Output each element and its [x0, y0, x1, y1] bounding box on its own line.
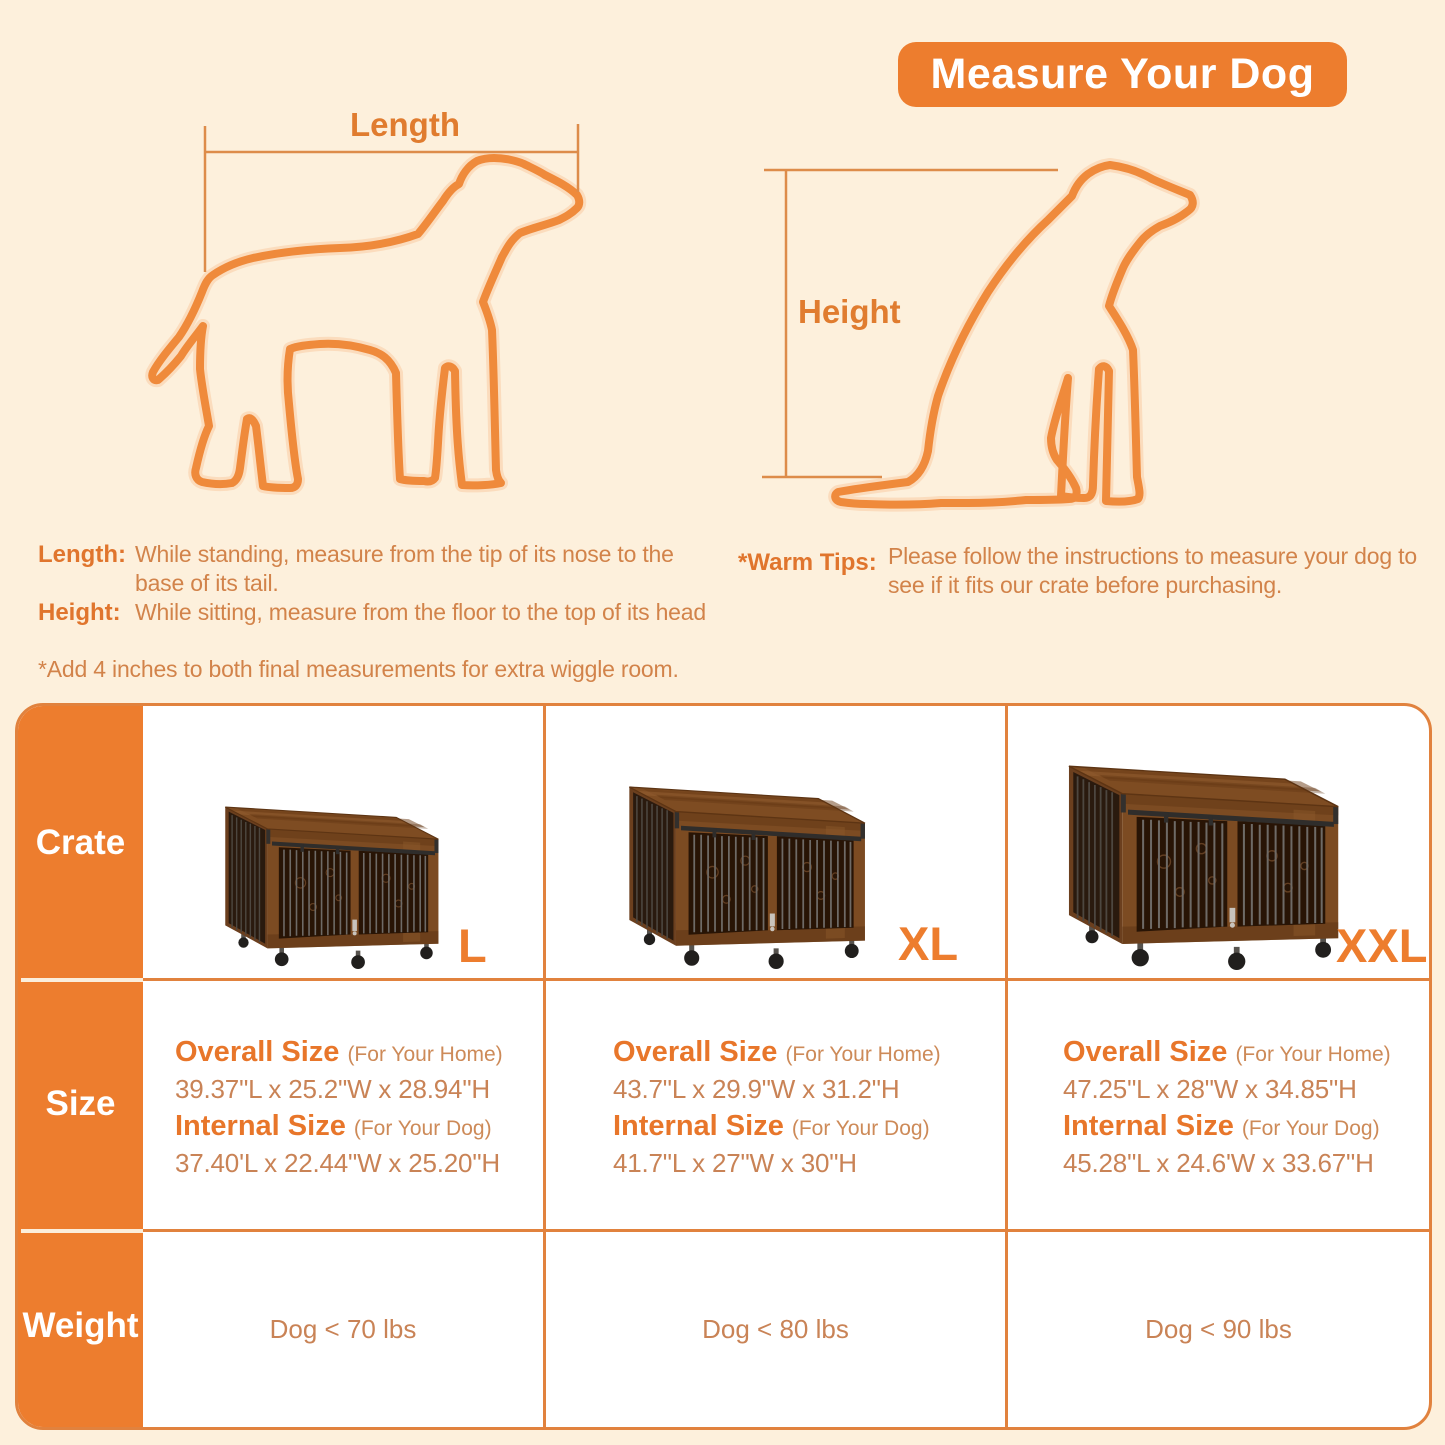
height-instruction-text: While sitting, measure from the floor to the top of its head — [135, 599, 706, 625]
row-divider — [143, 978, 1429, 981]
warm-tips-label: *Warm Tips: — [738, 549, 877, 576]
internal-size-heading: Internal Size — [175, 1110, 346, 1142]
overall-size-dims: 39.37"L x 25.2"W x 28.94"H — [175, 1074, 490, 1104]
overall-size-heading: Overall Size — [175, 1036, 340, 1068]
row-header-weight: Weight — [22, 1306, 139, 1345]
internal-size-dims: 45.28"L x 24.6'W x 33.67"H — [1063, 1148, 1374, 1178]
row-header-size: Size — [45, 1084, 116, 1123]
crate-label-l: L — [458, 919, 487, 972]
length-instruction-text: While standing, measure from the tip of its nose to the base of its tail. — [135, 541, 674, 596]
overall-size-heading: Overall Size — [613, 1036, 778, 1068]
internal-size-heading: Internal Size — [613, 1110, 784, 1142]
overall-size-dims: 43.7"L x 29.9"W x 31.2"H — [613, 1074, 900, 1104]
overall-size-sub: (For Your Home) — [347, 1043, 503, 1066]
crate-label-xxl: XXL — [1336, 919, 1428, 972]
internal-size-heading: Internal Size — [1063, 1110, 1234, 1142]
page-title — [898, 42, 1347, 107]
crate-image-xxl — [1056, 746, 1344, 970]
length-label: Length — [350, 106, 460, 143]
overall-size-sub: (For Your Home) — [785, 1043, 941, 1066]
height-instruction-label: Height: — [38, 599, 121, 626]
crate-comparison-table — [15, 703, 1432, 1430]
size-specs-l — [175, 1034, 503, 1182]
header-row-gap — [21, 1229, 143, 1233]
row-divider — [143, 1229, 1429, 1232]
weight-limit-xl: Dog < 80 lbs — [702, 1314, 849, 1344]
weight-limit-l: Dog < 70 lbs — [269, 1314, 417, 1344]
weight-limit-xxl: Dog < 90 lbs — [1145, 1314, 1292, 1344]
height-label: Height — [798, 293, 901, 330]
internal-size-sub: (For Your Dog) — [353, 1117, 492, 1140]
length-instruction-label: Length: — [38, 541, 126, 568]
header-row-gap — [21, 978, 143, 982]
internal-size-dims: 37.40'L x 22.44"W x 25.20"H — [175, 1148, 500, 1178]
internal-size-sub: (For Your Dog) — [791, 1117, 930, 1140]
overall-size-dims: 47.25"L x 28"W x 34.85"H — [1063, 1074, 1357, 1104]
overall-size-heading: Overall Size — [1063, 1036, 1228, 1068]
row-header-crate: Crate — [35, 823, 126, 862]
size-specs-xl — [613, 1034, 941, 1182]
warm-tips-text: Please follow the instructions to measure your dog to see if it fits our crate before purchasing. — [888, 543, 1417, 598]
page-title-text: Measure Your Dog — [930, 50, 1315, 98]
crate-image-l — [215, 791, 443, 969]
internal-size-dims: 41.7"L x 27"W x 30"H — [613, 1148, 857, 1178]
crate-label-xl: XL — [898, 917, 959, 970]
size-specs-xxl — [1063, 1034, 1391, 1182]
wiggle-room-note: *Add 4 inches to both final measurements for extra wiggle room. — [38, 656, 679, 682]
overall-size-sub: (For Your Home) — [1235, 1043, 1391, 1066]
internal-size-sub: (For Your Dog) — [1241, 1117, 1380, 1140]
crate-image-xl — [618, 769, 870, 969]
